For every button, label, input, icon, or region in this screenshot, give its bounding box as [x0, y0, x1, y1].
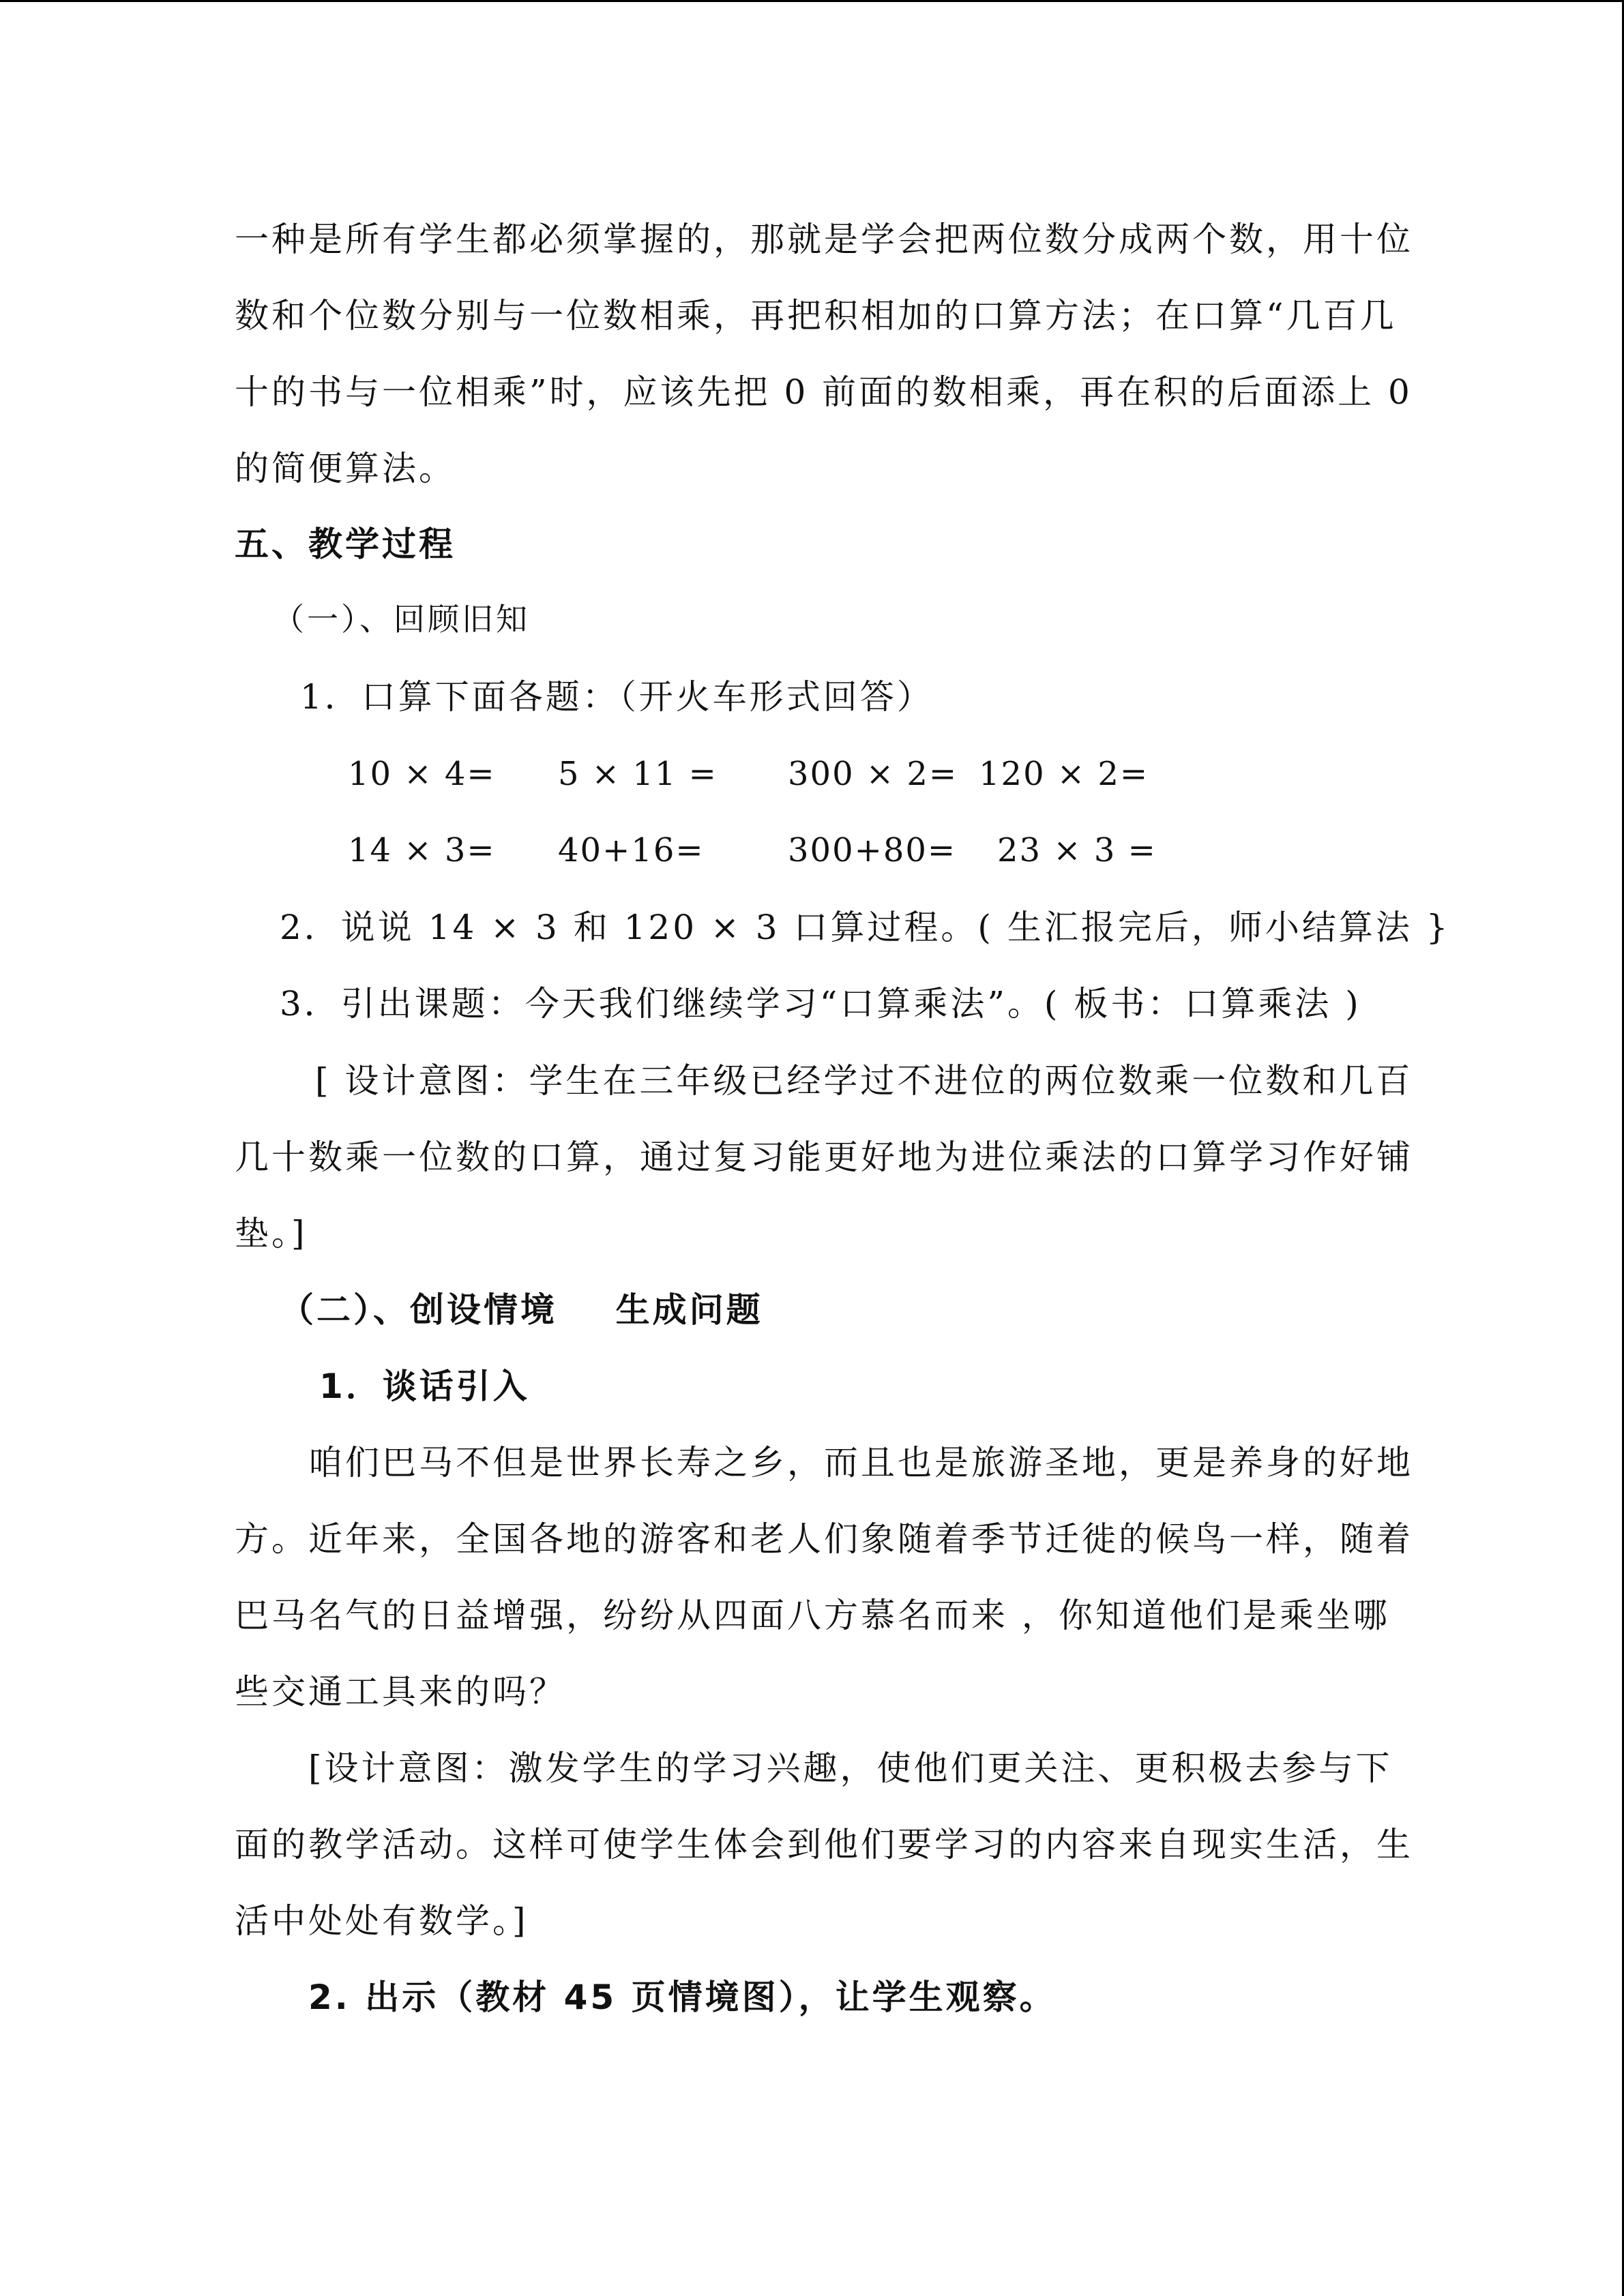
- paragraph-line: 咱们巴马不但是世界长寿之乡，而且也是旅游圣地，更是养身的好地: [308, 1443, 1413, 1482]
- page-border-top: [0, 0, 1624, 2]
- equation: 120 × 2=: [979, 755, 1149, 793]
- equation: 300 × 2=: [788, 755, 958, 793]
- list-item: 1．口算下面各题：（开火车形式回答）: [300, 677, 934, 717]
- subsection-heading: （一）、回顾旧知: [273, 601, 530, 638]
- paragraph-line: 巴马名气的日益增强，纷纷从四面八方慕名而来 ，你知道他们是乘坐哪: [235, 1596, 1390, 1635]
- design-intent-line: 活中处处有数学。]: [235, 1901, 529, 1941]
- section-heading: 五、教学过程: [235, 524, 456, 564]
- paragraph-line: 的简便算法。: [235, 449, 456, 488]
- design-intent-line: 面的教学活动。这样可使学生体会到他们要学习的内容来自现实生活，生: [235, 1825, 1413, 1864]
- paragraph-line: 一种是所有学生都必须掌握的，那就是学会把两位数分成两个数，用十位: [235, 220, 1413, 259]
- design-intent-line: [设计意图：激发学生的学习兴趣，使他们更关注、更积极去参与下: [308, 1748, 1393, 1788]
- list-item: 2. 出示（教材 45 页情境图），让学生观察。: [308, 1978, 1057, 2017]
- paragraph-line: 些交通工具来的吗？: [235, 1672, 566, 1712]
- equation: 10 × 4=: [348, 755, 496, 793]
- equation: 5 × 11 =: [558, 755, 718, 793]
- paragraph-line: 数和个位数分别与一位数相乘，再把积相加的口算方法；在口算“几百几: [235, 296, 1397, 336]
- paragraph-line: 方。近年来，全国各地的游客和老人们象随着季节迁徙的候鸟一样，随着: [235, 1519, 1413, 1559]
- paragraph-line: 十的书与一位相乘”时，应该先把 0 前面的数相乘，再在积的后面添上 0: [235, 372, 1413, 412]
- design-intent-line: [ 设计意图：学生在三年级已经学过不进位的两位数乘一位数和几百: [315, 1061, 1413, 1101]
- equation: 14 × 3=: [348, 831, 496, 869]
- design-intent-line: 垫。]: [235, 1214, 308, 1253]
- equation: 23 × 3 =: [997, 831, 1157, 869]
- list-item: 3．引出课题：今天我们继续学习“口算乘法”。( 板书：口算乘法 ): [280, 984, 1361, 1024]
- equation: 40+16=: [558, 831, 705, 869]
- subsection-heading: （二）、创设情境 生成问题: [280, 1290, 763, 1330]
- design-intent-line: 几十数乘一位数的口算，通过复习能更好地为进位乘法的口算学习作好铺: [235, 1137, 1413, 1177]
- equation: 300+80=: [788, 831, 957, 869]
- list-item: 2．说说 14 × 3 和 120 × 3 口算过程。( 生汇报完后，师小结算法 }: [280, 908, 1451, 947]
- subsection-item-heading: 1．谈话引入: [319, 1367, 530, 1406]
